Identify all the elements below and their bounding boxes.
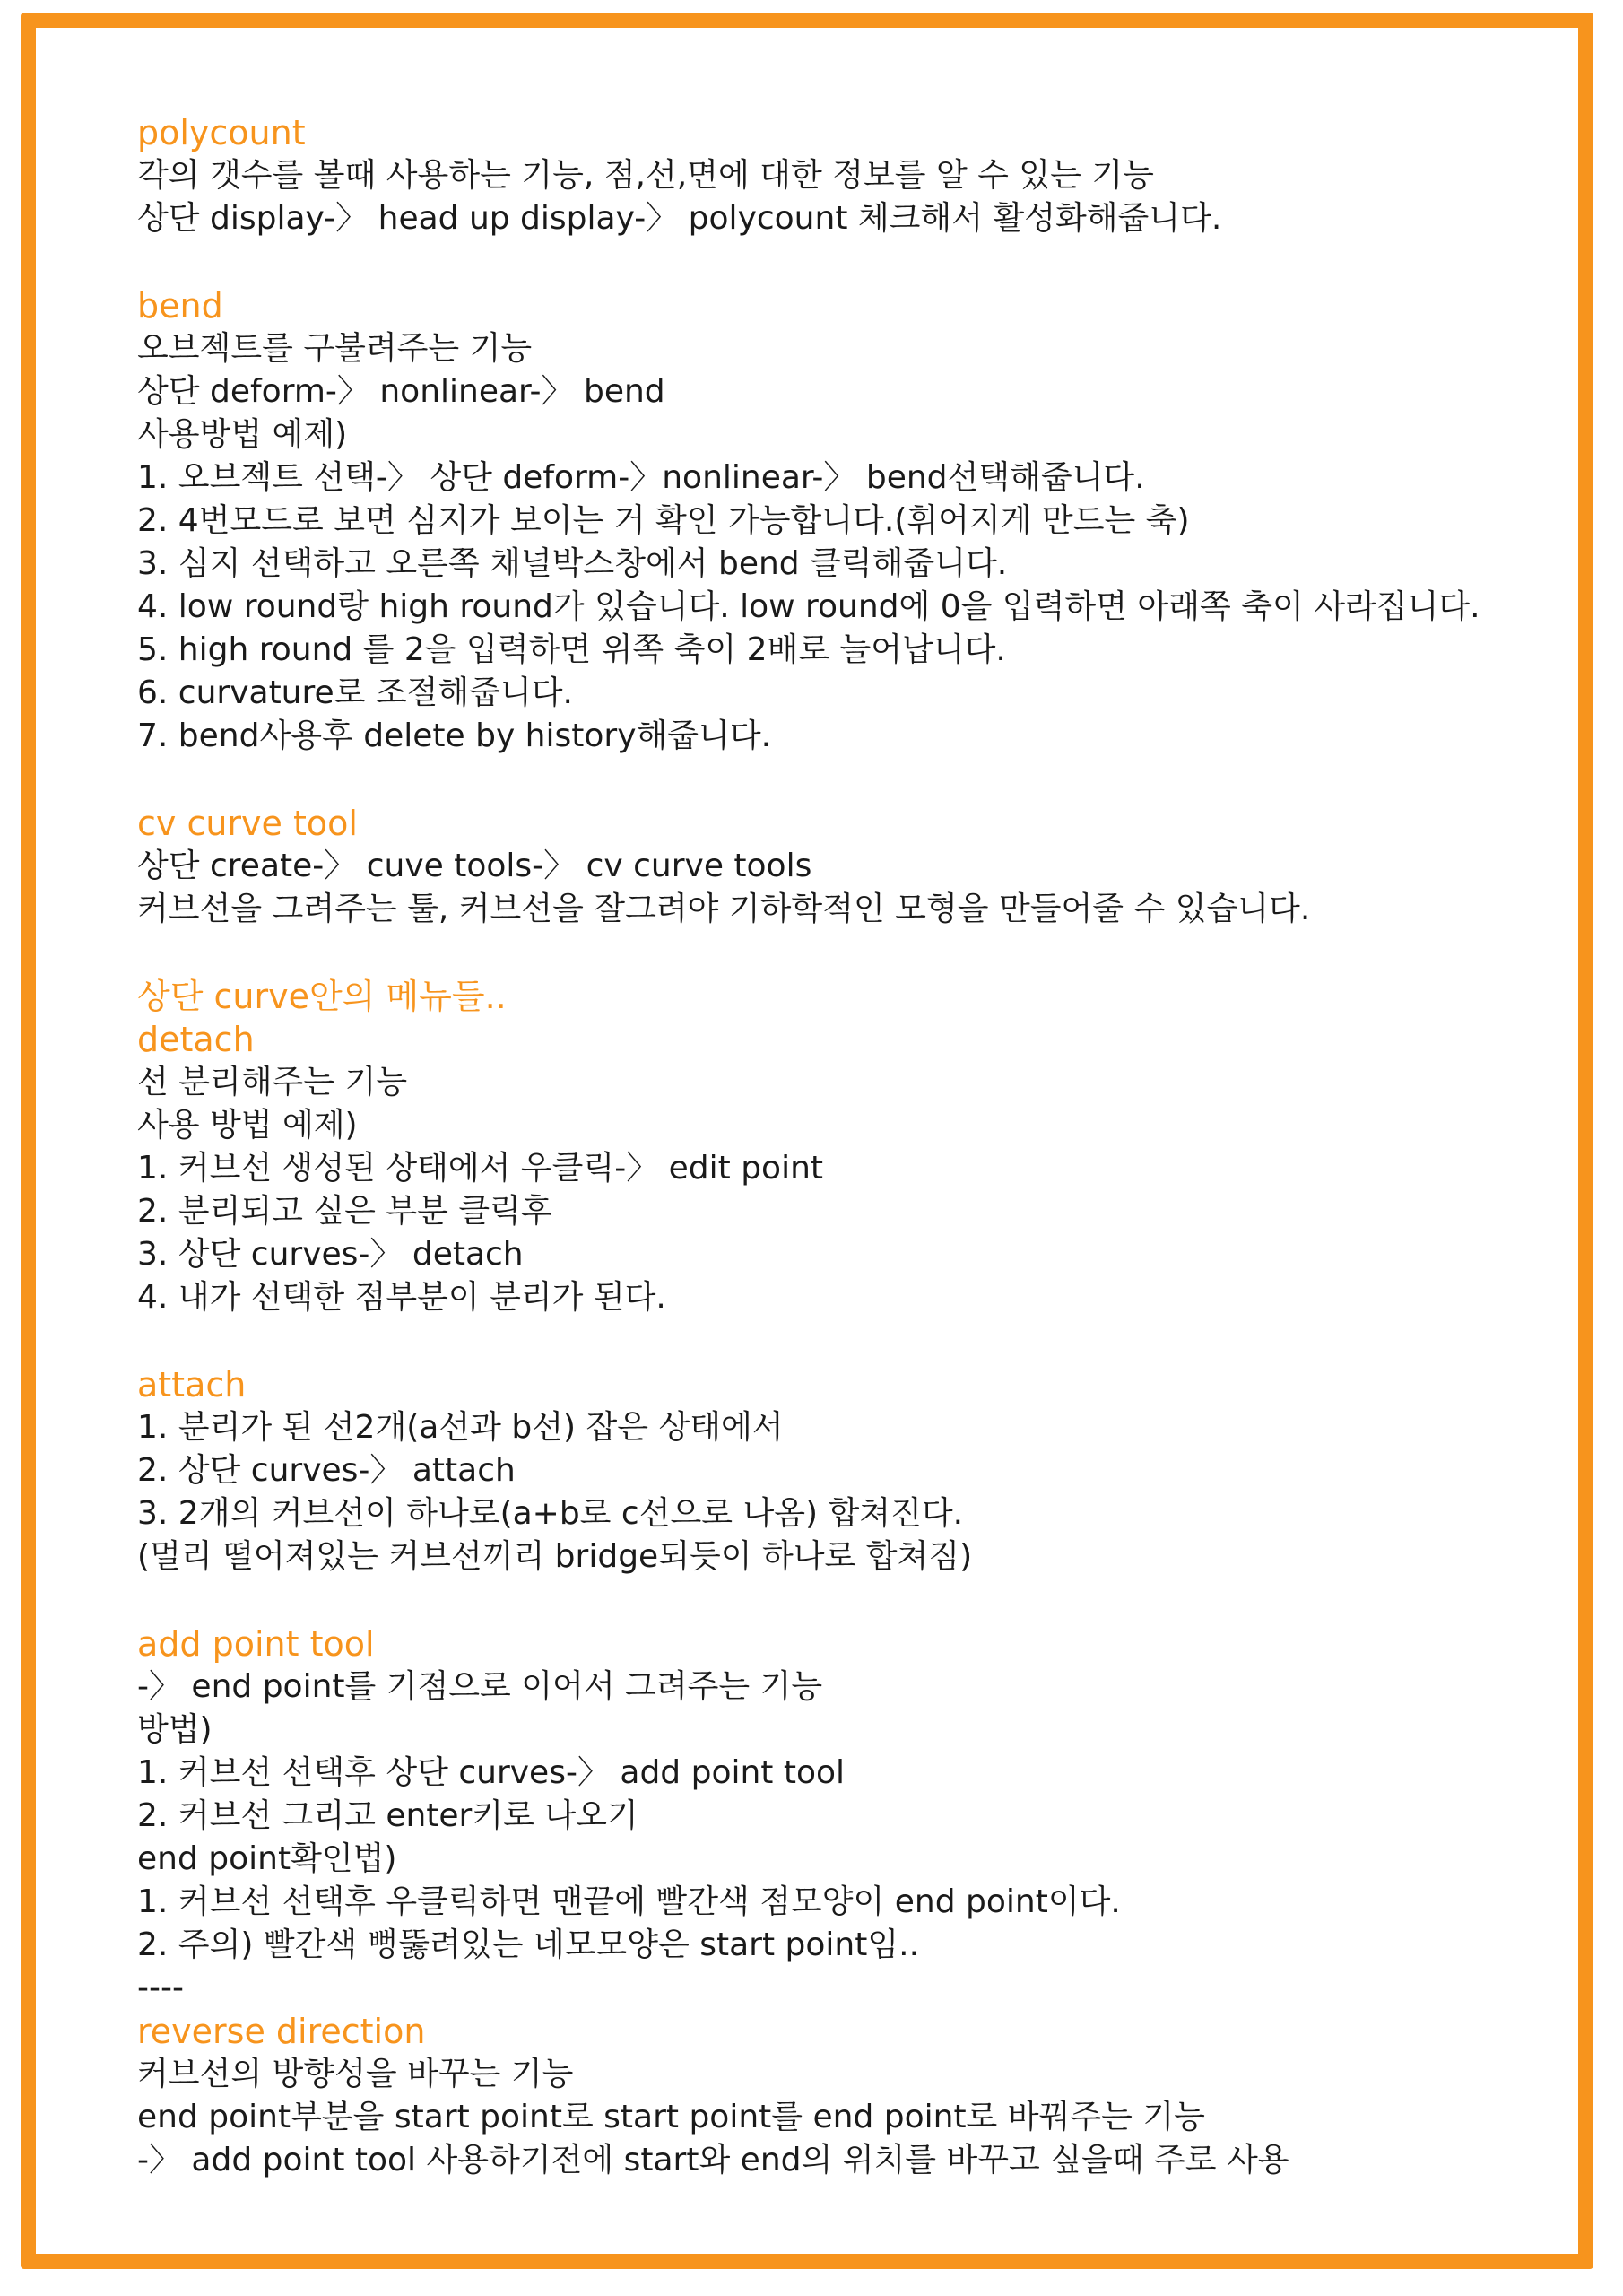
text-line: 6. curvature로 조절해줍니다. — [137, 674, 573, 711]
note-section — [137, 975, 1536, 1018]
note-section — [137, 1363, 1536, 1578]
text-line: 상단 display-〉 head up display-〉 polycount 체크해서 활성화해줍니다. — [137, 200, 1222, 237]
section-heading: cv curve tool — [137, 804, 358, 843]
note-section — [137, 2010, 1536, 2182]
text-line: 상단 deform-〉 nonlinear-〉 bend — [137, 373, 665, 410]
text-line: 4. 내가 선택한 점부분이 분리가 된다. — [137, 1279, 666, 1316]
text-line: (멀리 떨어져있는 커브선끼리 bridge되듯이 하나로 합쳐짐) — [137, 1538, 973, 1575]
text-line: 사용 방법 예제) — [137, 1107, 358, 1144]
text-line: end point부분을 start point로 start point를 end point로 바꿔주는 기능 — [137, 2099, 1205, 2135]
note-section — [137, 1622, 1536, 2010]
text-line: 2. 주의) 빨간색 뻥뚫려있는 네모모양은 start point임.. — [137, 1926, 920, 1963]
section-heading: polycount — [137, 113, 306, 152]
text-line: 1. 커브선 선택후 우클릭하면 맨끝에 빨간색 점모양이 end point이다. — [137, 1883, 1121, 1920]
text-line: 2. 상단 curves-〉 attach — [137, 1452, 516, 1489]
text-line: 방법) — [137, 1711, 213, 1748]
text-line: 5. high round 를 2을 입력하면 위쪽 축이 2배로 늘어납니다. — [137, 631, 1006, 668]
text-line: 각의 갯수를 볼때 사용하는 기능, 점,선,면에 대한 정보를 알 수 있는 기능 — [137, 157, 1154, 194]
section-heading: 상단 curve안의 메뉴들.. — [137, 977, 507, 1016]
text-line: end point확인법) — [137, 1840, 397, 1877]
text-line: -〉 add point tool 사용하기전에 start와 end의 위치를 바꾸고 싶을때 주로 사용 — [137, 2142, 1289, 2179]
text-line: 4. low round랑 high round가 있습니다. low round에 0을 입력하면 아래쪽 축이 사라집니다. — [137, 588, 1480, 625]
text-line: 선 분리해주는 기능 — [137, 1064, 408, 1100]
text-line: 2. 4번모드로 보면 심지가 보이는 거 확인 가능합니다.(휘어지게 만드는 축) — [137, 502, 1190, 539]
text-line: 3. 2개의 커브선이 하나로(a+b로 c선으로 나옴) 합쳐진다. — [137, 1495, 964, 1532]
section-heading: detach — [137, 1020, 255, 1059]
note-section — [137, 284, 1536, 758]
text-line: 상단 create-〉 cuve tools-〉 cv curve tools — [137, 848, 812, 884]
text-line: 1. 오브젝트 선택-〉 상단 deform-〉nonlinear-〉 bend선택해줍니다. — [137, 459, 1145, 496]
document-body — [137, 111, 1536, 2226]
text-line: 1. 커브선 생성된 상태에서 우클릭-〉 edit point — [137, 1150, 824, 1187]
text-line: -〉 end point를 기점으로 이어서 그려주는 기능 — [137, 1668, 823, 1705]
text-line: 2. 분리되고 싶은 부분 클릭후 — [137, 1193, 552, 1230]
note-section — [137, 802, 1536, 931]
text-line: 커브선의 방향성을 바꾸는 기능 — [137, 2056, 574, 2092]
section-heading: reverse direction — [137, 2012, 426, 2051]
text-line: 오브젝트를 구불려주는 기능 — [137, 330, 533, 367]
section-heading: add point tool — [137, 1624, 375, 1664]
text-line: 커브선을 그려주는 툴, 커브선을 잘그려야 기하학적인 모형을 만들어줄 수 있습니다. — [137, 891, 1311, 927]
note-section — [137, 111, 1536, 240]
text-line: 3. 상단 curves-〉 detach — [137, 1236, 524, 1273]
text-line: 사용방법 예제) — [137, 416, 348, 453]
note-section — [137, 1018, 1536, 1319]
text-line: 7. bend사용후 delete by history해줍니다. — [137, 718, 772, 754]
text-line: 1. 커브선 선택후 상단 curves-〉 add point tool — [137, 1754, 846, 1791]
section-heading: bend — [137, 286, 223, 326]
text-line: ---- — [137, 1970, 184, 2006]
text-line: 3. 심지 선택하고 오른쪽 채널박스창에서 bend 클릭해줍니다. — [137, 545, 1008, 582]
text-line: 1. 분리가 된 선2개(a선과 b선) 잡은 상태에서 — [137, 1409, 784, 1446]
text-line: 2. 커브선 그리고 enter키로 나오기 — [137, 1797, 638, 1834]
section-heading: attach — [137, 1365, 247, 1405]
